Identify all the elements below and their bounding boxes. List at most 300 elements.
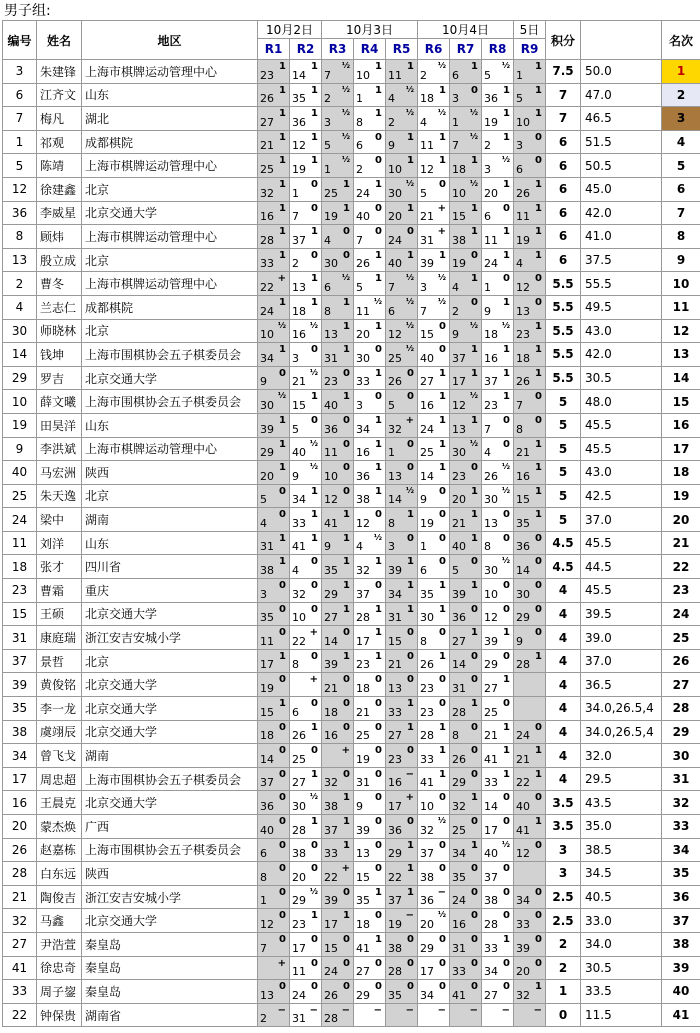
game-result: 1	[311, 296, 318, 308]
round-result-cell	[514, 1003, 546, 1027]
player-tiebreak: 43.5	[581, 791, 662, 815]
opponent-number: 20	[292, 870, 306, 884]
round-result-cell	[290, 909, 322, 933]
player-no: 11	[3, 531, 37, 555]
opponent-number: 24	[388, 233, 402, 247]
opponent-number: 19	[452, 257, 466, 271]
table-row	[3, 744, 700, 768]
round-result-cell	[354, 225, 386, 249]
game-result: 1	[439, 155, 446, 167]
header-round-2: R2	[290, 39, 322, 60]
game-result: 0	[439, 532, 446, 544]
header-date-1: 10月2日	[258, 21, 322, 39]
opponent-number: 14	[516, 564, 530, 578]
round-result-cell	[482, 791, 514, 815]
player-score: 5.5	[546, 343, 581, 367]
player-score: 4	[546, 673, 581, 697]
game-result: ½	[501, 155, 510, 165]
game-result: 0	[471, 933, 478, 945]
game-result: 0	[279, 839, 286, 851]
round-result-cell	[514, 932, 546, 956]
opponent-number: 36	[324, 422, 338, 436]
opponent-number: 19	[260, 682, 274, 696]
player-no: 23	[3, 579, 37, 603]
game-result: ½	[501, 839, 510, 849]
opponent-number: 23	[388, 752, 402, 766]
player-no: 9	[3, 437, 37, 461]
opponent-number: 26	[260, 92, 274, 106]
opponent-number: 27	[356, 965, 370, 979]
round-result-cell	[258, 815, 290, 839]
player-score: 4.5	[546, 555, 581, 579]
opponent-number: 7	[516, 398, 523, 412]
round-result-cell	[322, 531, 354, 555]
player-score: 4	[546, 626, 581, 650]
game-result: 0	[375, 721, 382, 733]
opponent-number: 13	[260, 988, 274, 1002]
round-result-cell	[482, 1003, 514, 1027]
round-result-cell	[482, 484, 514, 508]
game-result: 1	[503, 768, 510, 780]
round-result-cell	[322, 555, 354, 579]
player-rank: 23	[662, 579, 700, 603]
opponent-number: 15	[516, 493, 530, 507]
player-rank: 37	[662, 909, 700, 933]
player-no: 34	[3, 744, 37, 768]
game-result: 1	[279, 698, 286, 710]
game-result: 0	[407, 627, 414, 639]
game-result: ½	[341, 273, 350, 283]
opponent-number: 20	[484, 186, 498, 200]
game-result: 1	[503, 344, 510, 356]
round-result-cell	[258, 177, 290, 201]
opponent-number: 16	[292, 328, 306, 342]
game-result: −	[533, 1004, 542, 1016]
player-no: 36	[3, 201, 37, 225]
table-row	[3, 838, 700, 862]
game-result: +	[341, 745, 350, 757]
opponent-number: 8	[260, 870, 267, 884]
player-score: 2	[546, 956, 581, 980]
game-result: 1	[279, 178, 286, 190]
game-result: 0	[439, 627, 446, 639]
player-name: 赵嘉栋	[37, 838, 82, 862]
round-result-cell	[290, 697, 322, 721]
player-tiebreak: 47.0	[581, 83, 662, 107]
opponent-number: 25	[420, 446, 434, 460]
opponent-number: 30	[292, 800, 306, 813]
opponent-number: 35	[420, 587, 434, 601]
round-result-cell	[450, 1003, 482, 1027]
opponent-number: 39	[420, 257, 434, 271]
round-result-cell	[450, 343, 482, 367]
game-result: 1	[471, 532, 478, 544]
player-region: 上海市棋牌运动管理中心	[82, 272, 258, 296]
opponent-number: 11	[484, 233, 498, 247]
round-result-cell	[322, 697, 354, 721]
game-result: ½	[405, 178, 414, 188]
round-result-cell	[322, 272, 354, 296]
opponent-number: 12	[292, 139, 306, 153]
round-result-cell	[322, 130, 354, 154]
game-result: 1	[503, 108, 510, 120]
player-score: 4.5	[546, 531, 581, 555]
player-rank: 38	[662, 932, 700, 956]
opponent-number: 16	[452, 917, 466, 931]
opponent-number: 4	[388, 92, 395, 106]
game-result: 0	[279, 367, 286, 379]
opponent-number: 32	[260, 186, 274, 200]
game-result: 0	[279, 627, 286, 639]
player-score: 7	[546, 107, 581, 131]
game-result: 1	[439, 84, 446, 96]
round-result-cell	[450, 225, 482, 249]
round-result-cell	[386, 437, 418, 461]
game-result: 1	[279, 61, 286, 72]
opponent-number: 33	[516, 917, 530, 931]
game-result: ½	[341, 84, 350, 94]
opponent-number: 3	[292, 351, 299, 365]
round-result-cell	[418, 484, 450, 508]
opponent-number: 30	[420, 611, 434, 625]
round-result-cell	[354, 295, 386, 319]
round-result-cell	[450, 390, 482, 414]
player-no: 18	[3, 555, 37, 579]
opponent-number: 4	[356, 540, 363, 554]
round-result-cell	[354, 390, 386, 414]
player-rank: 26	[662, 649, 700, 673]
game-result: 1	[375, 273, 382, 285]
round-result-cell	[482, 956, 514, 980]
round-result-cell	[450, 673, 482, 697]
game-result: 1	[407, 509, 414, 521]
opponent-number: 7	[420, 304, 427, 318]
opponent-number: 16	[516, 469, 530, 483]
opponent-number: 15	[420, 328, 434, 342]
game-result: −	[405, 910, 414, 922]
player-no: 13	[3, 248, 37, 272]
opponent-number: 21	[484, 729, 498, 743]
player-score: 2	[546, 932, 581, 956]
game-result: 0	[279, 886, 286, 898]
player-tiebreak: 50.0	[581, 60, 662, 84]
game-result: 0	[343, 933, 350, 945]
opponent-number: 15	[324, 941, 338, 955]
opponent-number: 29	[388, 847, 402, 861]
game-result: ½	[309, 367, 318, 377]
game-result: 0	[343, 768, 350, 780]
opponent-number: 36	[356, 469, 370, 483]
round-result-cell	[386, 390, 418, 414]
opponent-number: 29	[420, 941, 434, 955]
player-rank: 39	[662, 956, 700, 980]
player-tiebreak: 43.0	[581, 319, 662, 343]
game-result: +	[405, 792, 414, 804]
opponent-number: 5	[356, 280, 363, 294]
opponent-number: 11	[388, 68, 402, 82]
round-result-cell	[258, 673, 290, 697]
opponent-number: 32	[388, 422, 402, 436]
round-result-cell	[514, 248, 546, 272]
game-result: 0	[535, 627, 542, 639]
opponent-number: 18	[260, 729, 274, 743]
round-result-cell	[450, 154, 482, 178]
opponent-number: 30	[356, 351, 370, 365]
game-result: 0	[279, 910, 286, 922]
game-result: 0	[535, 839, 542, 851]
player-score: 5.5	[546, 295, 581, 319]
round-result-cell	[514, 390, 546, 414]
game-result: 0	[407, 226, 414, 238]
game-result: 1	[343, 816, 350, 827]
player-name: 景哲	[37, 649, 82, 673]
player-tiebreak: 42.0	[581, 343, 662, 367]
round-result-cell	[418, 980, 450, 1004]
player-region: 山东	[82, 83, 258, 107]
game-result: ½	[341, 61, 350, 70]
opponent-number: 28	[356, 611, 370, 625]
opponent-number: 21	[324, 682, 338, 696]
player-tiebreak: 35.0	[581, 815, 662, 839]
game-result: 0	[535, 414, 542, 426]
game-result: ½	[405, 344, 414, 354]
round-result-cell	[450, 201, 482, 225]
game-result: 0	[375, 957, 382, 969]
opponent-number: 37	[484, 870, 498, 884]
game-result: 0	[375, 981, 382, 993]
opponent-number: 24	[356, 186, 370, 200]
opponent-number: 7	[388, 280, 395, 294]
game-result: −	[341, 1004, 350, 1016]
round-result-cell	[386, 272, 418, 296]
player-region: 北京交通大学	[82, 697, 258, 721]
opponent-number: 22	[292, 634, 306, 648]
opponent-number: 37	[292, 233, 306, 247]
game-result: 0	[471, 674, 478, 686]
round-result-cell	[482, 461, 514, 485]
opponent-number: 41	[516, 823, 530, 837]
opponent-number: 17	[324, 917, 338, 931]
game-result: 1	[471, 792, 478, 804]
opponent-number: 14	[324, 634, 338, 648]
game-result: 1	[535, 981, 542, 993]
player-region: 北京交通大学	[82, 201, 258, 225]
opponent-number: 20	[420, 917, 434, 931]
game-result: −	[469, 1004, 478, 1016]
opponent-number: 24	[260, 304, 274, 318]
player-no: 39	[3, 673, 37, 697]
round-result-cell	[290, 744, 322, 768]
game-result: 1	[279, 108, 286, 120]
player-no: 6	[3, 83, 37, 107]
opponent-number: 7	[292, 210, 299, 224]
game-result: 0	[439, 674, 446, 686]
opponent-number: 22	[516, 776, 530, 790]
opponent-number: 13	[484, 516, 498, 530]
opponent-number: 38	[388, 941, 402, 955]
player-rank: 32	[662, 791, 700, 815]
game-result: 1	[471, 414, 478, 426]
player-rank: 33	[662, 815, 700, 839]
opponent-number: 7	[356, 233, 363, 247]
opponent-number: 39	[324, 658, 338, 672]
header-round-8: R8	[482, 39, 514, 60]
round-result-cell	[322, 437, 354, 461]
game-result: 0	[311, 202, 318, 214]
table-row	[3, 484, 700, 508]
round-result-cell	[354, 862, 386, 886]
opponent-number: 41	[452, 988, 466, 1002]
round-result-cell	[258, 201, 290, 225]
opponent-number: 35	[388, 988, 402, 1002]
opponent-number: 15	[292, 398, 306, 412]
round-result-cell	[354, 744, 386, 768]
game-result: 0	[471, 863, 478, 875]
round-result-cell	[354, 767, 386, 791]
game-result: 1	[535, 768, 542, 780]
opponent-number: 28	[516, 658, 530, 672]
player-score: 5	[546, 461, 581, 485]
round-result-cell	[482, 107, 514, 131]
player-no: 14	[3, 343, 37, 367]
game-result: +	[309, 627, 318, 639]
game-result: 0	[343, 367, 350, 379]
player-score: 4	[546, 579, 581, 603]
round-result-cell	[322, 366, 354, 390]
table-row	[3, 225, 700, 249]
header-round-6: R6	[418, 39, 450, 60]
round-result-cell	[418, 885, 450, 909]
round-result-cell	[418, 673, 450, 697]
opponent-number: 26	[452, 752, 466, 766]
game-result: 0	[535, 886, 542, 898]
opponent-number: 31	[356, 776, 370, 790]
round-result-cell	[514, 791, 546, 815]
opponent-number: 2	[260, 1012, 267, 1026]
opponent-number: 27	[484, 682, 498, 696]
game-result: 1	[535, 108, 542, 120]
round-result-cell	[258, 248, 290, 272]
opponent-number: 25	[324, 186, 338, 200]
round-result-cell	[354, 201, 386, 225]
game-result: 1	[375, 556, 382, 568]
opponent-number: 17	[452, 375, 466, 389]
round-result-cell	[418, 437, 450, 461]
player-no: 41	[3, 956, 37, 980]
player-no: 31	[3, 626, 37, 650]
opponent-number: 21	[420, 210, 434, 224]
opponent-number: 9	[356, 800, 363, 813]
round-result-cell	[418, 83, 450, 107]
round-result-cell	[258, 461, 290, 485]
round-result-cell	[450, 744, 482, 768]
game-result: 1	[311, 816, 318, 827]
game-result: 0	[375, 155, 382, 167]
opponent-number: 1	[516, 68, 523, 82]
opponent-number: 25	[292, 752, 306, 766]
table-row	[3, 83, 700, 107]
player-rank: 9	[662, 248, 700, 272]
table-row	[3, 980, 700, 1004]
player-tiebreak: 46.5	[581, 107, 662, 131]
opponent-number: 23	[260, 68, 274, 82]
player-name: 曹冬	[37, 272, 82, 296]
opponent-number: 35	[260, 611, 274, 625]
round-result-cell	[258, 531, 290, 555]
player-tiebreak: 30.5	[581, 366, 662, 390]
player-tiebreak: 39.5	[581, 602, 662, 626]
round-result-cell	[258, 838, 290, 862]
round-result-cell	[418, 343, 450, 367]
round-result-cell	[386, 649, 418, 673]
game-result: 0	[375, 580, 382, 592]
opponent-number: 10	[516, 115, 530, 129]
player-name: 黄俊铭	[37, 673, 82, 697]
opponent-number: 31	[292, 1012, 306, 1026]
round-result-cell	[258, 83, 290, 107]
game-result: 1	[535, 61, 542, 72]
opponent-number: 26	[420, 658, 434, 672]
player-name: 师晓林	[37, 319, 82, 343]
player-rank: 30	[662, 744, 700, 768]
game-result: 1	[439, 650, 446, 662]
opponent-number: 30	[452, 446, 466, 460]
opponent-number: 7	[484, 422, 491, 436]
round-result-cell	[322, 248, 354, 272]
round-result-cell	[450, 555, 482, 579]
opponent-number: 38	[260, 564, 274, 578]
player-rank: 41	[662, 1003, 700, 1027]
player-region: 山东	[82, 531, 258, 555]
game-result: 1	[503, 745, 510, 757]
round-result-cell	[450, 956, 482, 980]
game-result: 1	[279, 131, 286, 143]
round-result-cell	[514, 508, 546, 532]
round-result-cell	[482, 744, 514, 768]
opponent-number: 2	[420, 68, 427, 82]
round-result-cell	[418, 531, 450, 555]
game-result: 0	[375, 344, 382, 356]
game-result: 1	[375, 438, 382, 450]
game-result: 1	[343, 532, 350, 544]
opponent-number: 22	[260, 280, 274, 294]
player-region: 北京交通大学	[82, 602, 258, 626]
page-title: 男子组:	[4, 3, 51, 19]
opponent-number: 3	[420, 280, 427, 294]
round-result-cell	[354, 956, 386, 980]
round-result-cell	[482, 437, 514, 461]
opponent-number: 12	[452, 398, 466, 412]
player-score: 5.5	[546, 366, 581, 390]
opponent-number: 26	[388, 375, 402, 389]
player-region: 湖北	[82, 107, 258, 131]
game-result: 1	[535, 509, 542, 521]
game-result: ½	[437, 296, 446, 306]
round-result-cell	[290, 366, 322, 390]
game-result: 0	[535, 391, 542, 403]
round-result-cell	[418, 555, 450, 579]
round-result-cell	[450, 626, 482, 650]
opponent-number: 24	[324, 965, 338, 979]
player-score: 5	[546, 413, 581, 437]
round-result-cell	[386, 83, 418, 107]
player-name: 顾炜	[37, 225, 82, 249]
opponent-number: 38	[420, 870, 434, 884]
opponent-number: 13	[292, 280, 306, 294]
opponent-number: 24	[484, 257, 498, 271]
round-result-cell	[322, 319, 354, 343]
round-result-cell	[514, 838, 546, 862]
